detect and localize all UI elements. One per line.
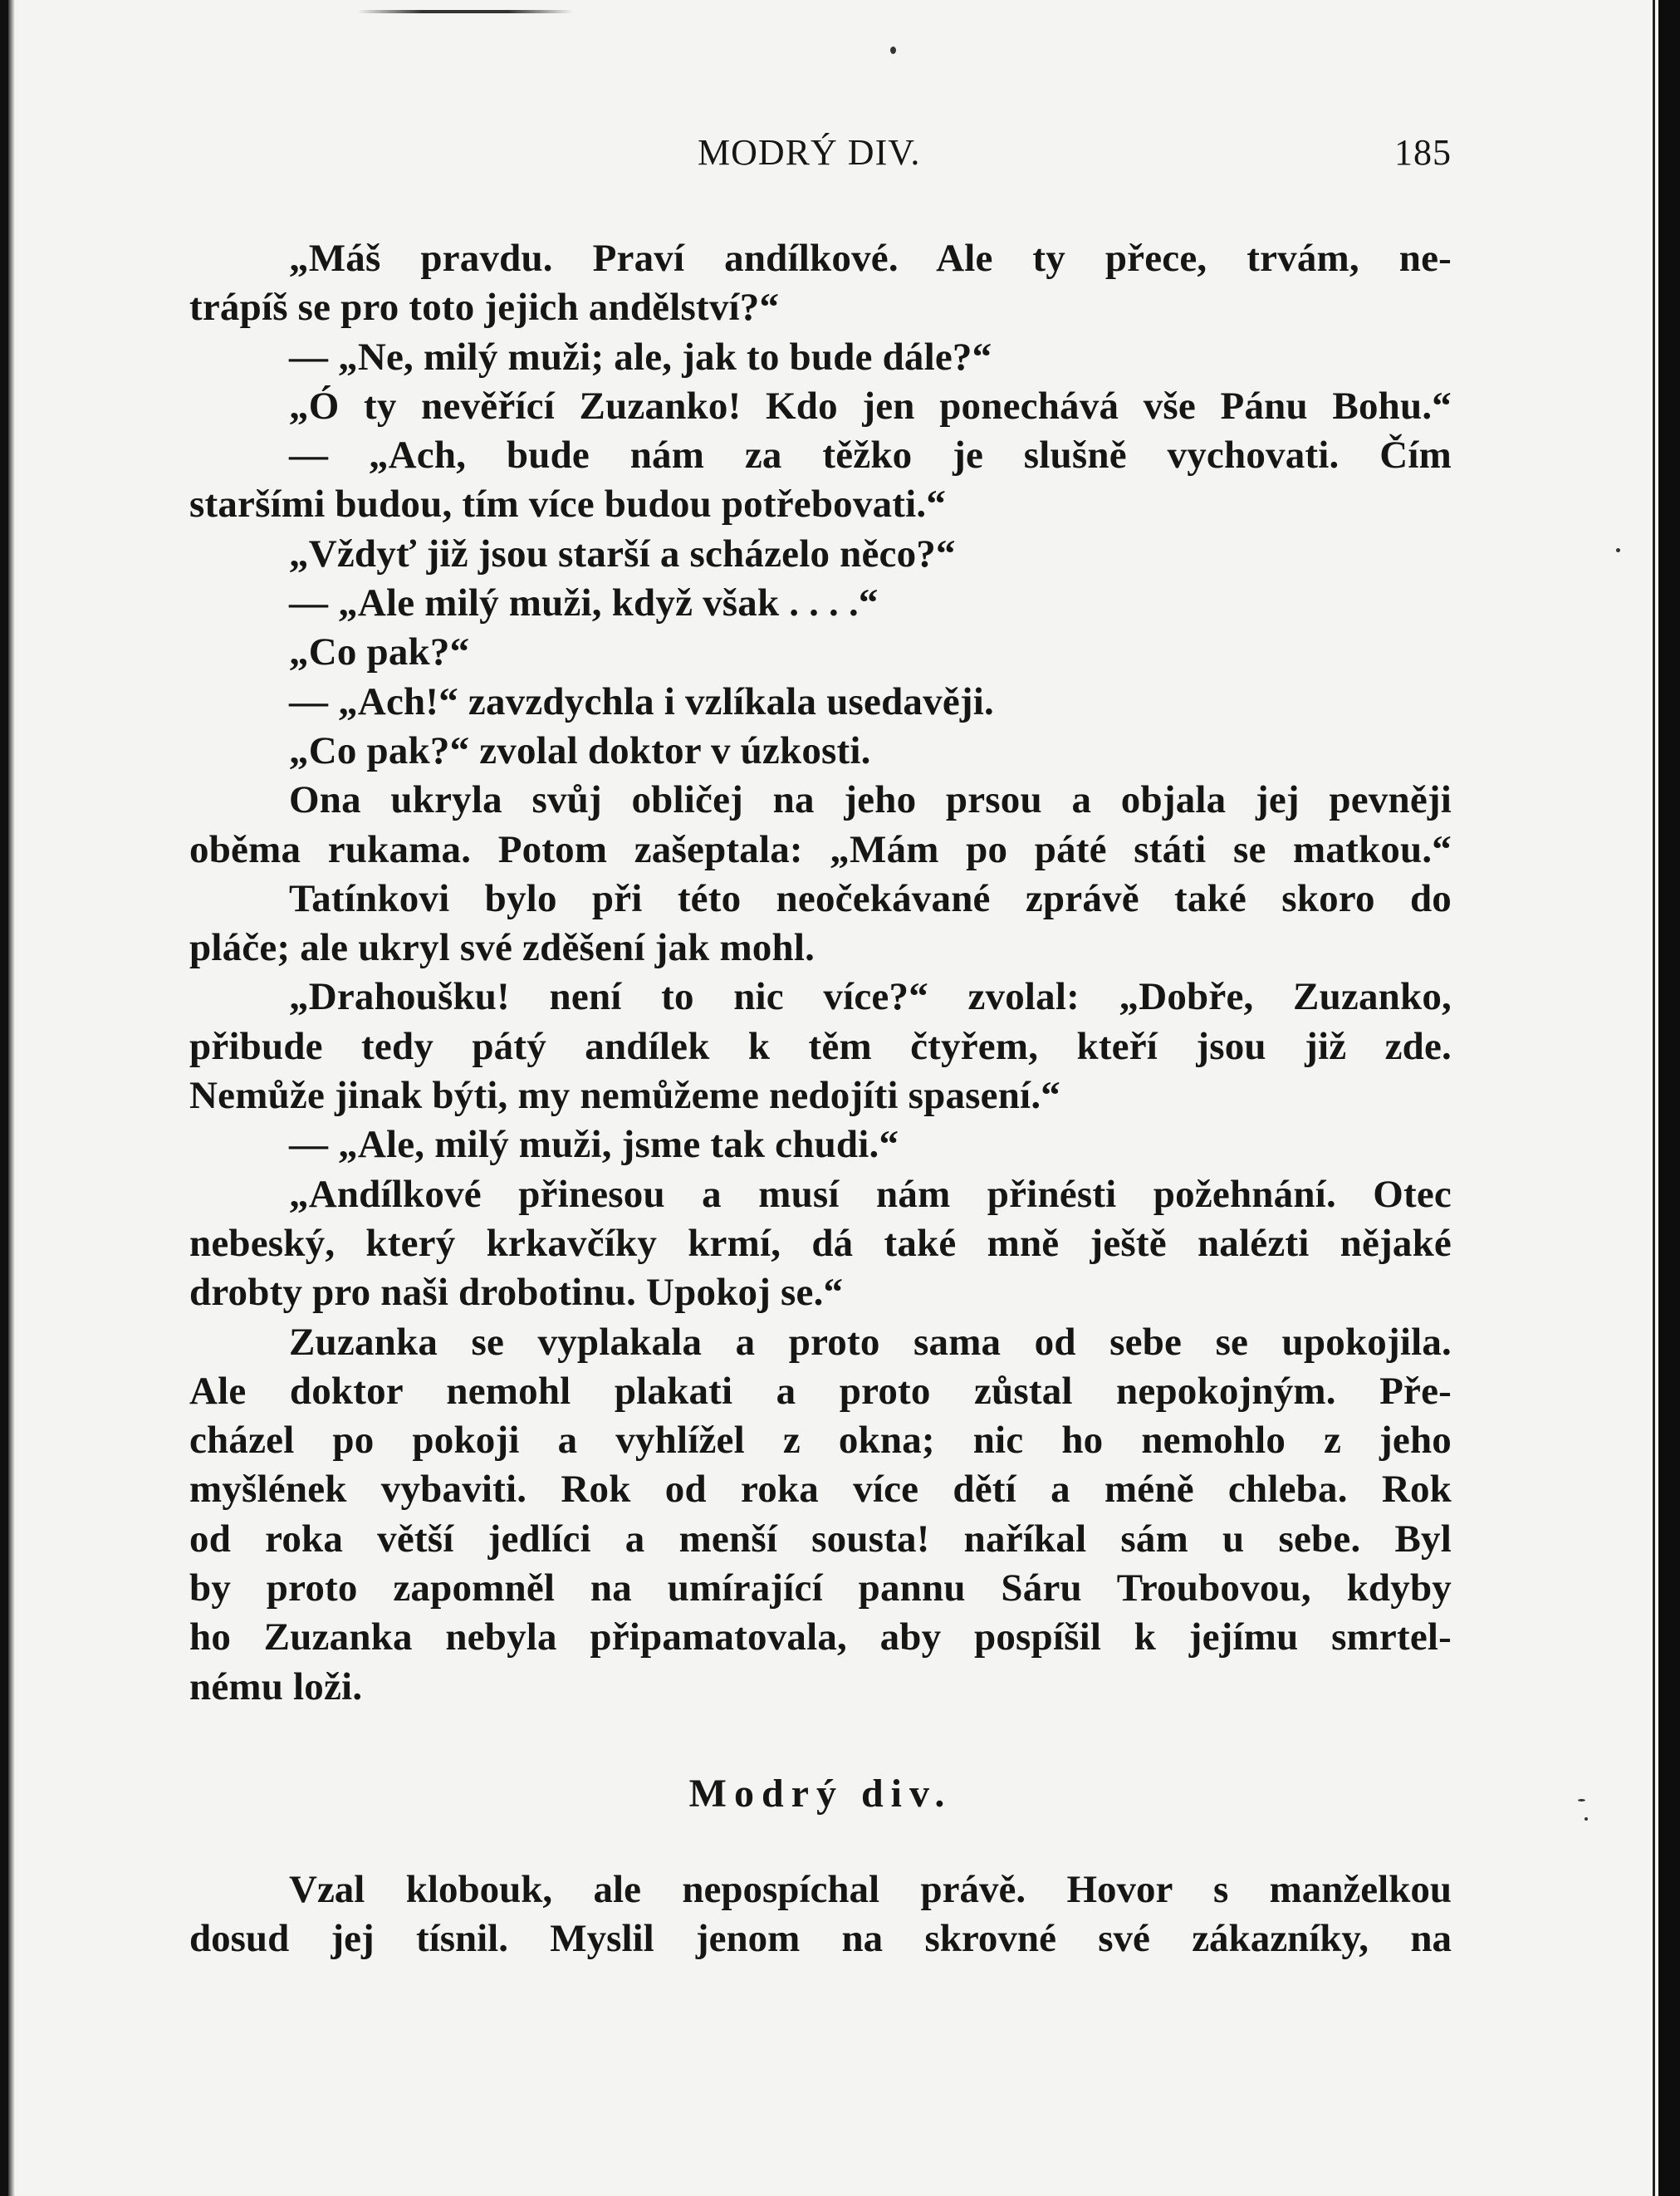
text-line: by proto zapomněl na umírající pannu Sáru Troubovou, kdyby (189, 1566, 1452, 1610)
scan-speck (1578, 1799, 1585, 1801)
text-line: Zuzanka se vyplakala a proto sama od sebe se upokojila. (289, 1320, 1452, 1364)
scan-speck (890, 47, 896, 54)
text-line: drobty pro naši drobotinu. Upokoj se.“ (189, 1271, 844, 1315)
text-line: „Drahoušku! není to nic více?“ zvolal: „Dobře, Zuzanko, (289, 975, 1452, 1019)
scan-edge-shadow (8, 0, 15, 2196)
text-line: Nemůže jinak býti, my nemůžeme nedojíti spasení.“ (189, 1074, 1060, 1118)
text-line: cházel po pokoji a vyhlížel z okna; nic ho nemohlo z jeho (189, 1419, 1452, 1463)
text-line: pláče; ale ukryl své zděšení jak mohl. (189, 926, 816, 970)
text-line: Ale doktor nemohl plakati a proto zůstal nepokojným. Pře- (189, 1369, 1452, 1413)
text-line: „Andílkové přinesou a musí nám přinésti požehnání. Otec (289, 1172, 1452, 1216)
page-header (189, 131, 1452, 181)
text-line: staršími budou, tím více budou potřebovati.“ (189, 483, 947, 527)
running-title: MODRÝ DIV. (698, 132, 921, 173)
text-line: nebeský, který krkavčíky krmí, dá také mně ještě nalézti nějaké (189, 1221, 1452, 1265)
section-heading: Modrý div. (688, 1772, 953, 1816)
scan-speck (1584, 1817, 1588, 1821)
text-line: „Ó ty nevěřící Zuzanko! Kdo jen ponechává vše Pánu Bohu.“ (289, 384, 1452, 428)
text-line: „Co pak?“ zvolal doktor v úzkosti. (289, 728, 871, 772)
page-number: 185 (1394, 132, 1452, 173)
text-line: trápíš se pro toto jejich andělství?“ (189, 286, 780, 330)
scan-edge-left (0, 0, 8, 2196)
text-line: přibude tedy pátý andílek k těm čtyřem, kteří jsou již zde. (189, 1024, 1452, 1068)
text-line: ho Zuzanka nebyla připamatovala, aby pospíšil k jejímu smrtel- (189, 1615, 1452, 1659)
text-line: Ona ukryla svůj obličej na jeho prsou a objala jej pevněji (289, 778, 1452, 822)
text-line: oběma rukama. Potom zašeptala: „Mám po páté státi se matkou.“ (189, 827, 1452, 871)
text-line: „Máš pravdu. Praví andílkové. Ale ty přece, trvám, ne- (289, 237, 1452, 280)
scan-mark-top (357, 10, 573, 13)
section-text (189, 1865, 1452, 1964)
scan-speck (1616, 548, 1620, 552)
text-line: — „Ale, milý muži, jsme tak chudi.“ (289, 1123, 899, 1167)
text-line: — „Ach!“ zavzdychla i vzlíkala usedavěji. (289, 679, 994, 723)
text-line: — „Ach, bude nám za těžko je slušně vychovati. Čím (289, 434, 1452, 478)
text-line: — „Ale milý muži, když však . . . .“ (289, 581, 879, 625)
text-line: od roka větší jedlíci a menší sousta! naříkal sám u sebe. Byl (189, 1517, 1452, 1561)
text-line: — „Ne, milý muži; ale, jak to bude dále?“ (289, 335, 992, 379)
text-line: myšlének vybaviti. Rok od roka více dětí a méně chleba. Rok (189, 1468, 1452, 1512)
text-line: dosud jej tísnil. Myslil jenom na skrovné své zákazníky, na (189, 1917, 1452, 1961)
text-line: Vzal klobouk, ale nepospíchal právě. Hovor s manželkou (289, 1868, 1452, 1911)
scan-edge-right (1658, 0, 1680, 2196)
text-line: nému loži. (189, 1664, 363, 1708)
text-line: „Vždyť již jsou starší a scházelo něco?“ (289, 532, 956, 576)
scan-edge-right-line (1653, 0, 1655, 2196)
text-line: Tatínkovi bylo při této neočekávané zprávě také skoro do (289, 876, 1452, 920)
text-line: „Co pak?“ (289, 630, 470, 674)
body-text (189, 234, 1452, 1712)
